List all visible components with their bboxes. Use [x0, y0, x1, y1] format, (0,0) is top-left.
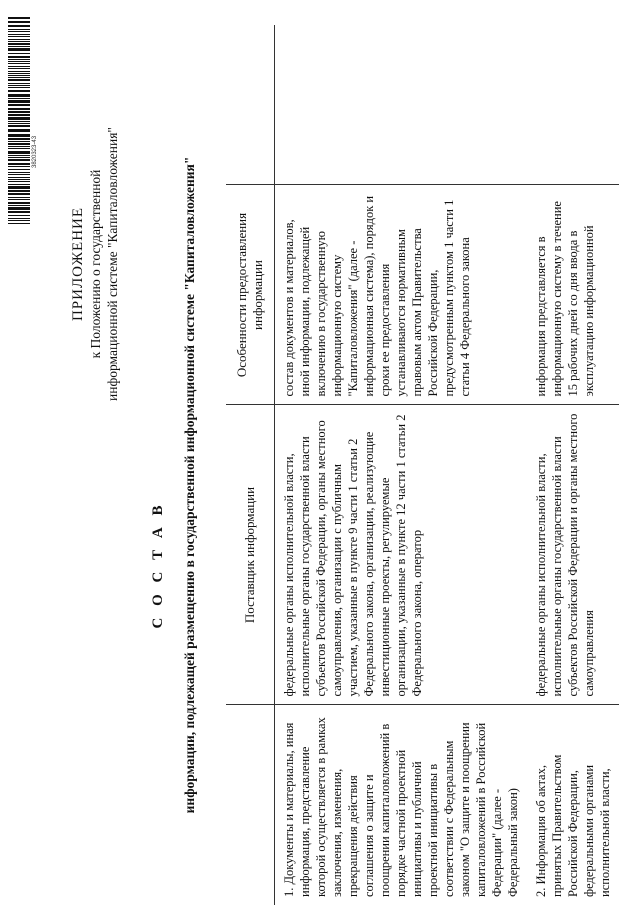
table-row [527, 25, 619, 905]
appendix-heading [70, 64, 121, 464]
column-header-specifics: Особенности предоставления информации [226, 185, 275, 405]
document-subtitle: информации, подлежащей размещению в государственной информационной системе "Капиталовложения" [182, 156, 197, 814]
appendix-line-2: информационной системе "Капиталовложения" [105, 127, 120, 401]
column-header-information [226, 705, 275, 905]
table-header-row [226, 25, 275, 905]
cell-specifics: информация представляется в информационную систему в течение 15 рабочих дней со дня ввода в эксплуатацию информационной [527, 185, 619, 405]
table-row [275, 25, 528, 905]
cell-supplier: федеральные органы исполнительной власти, исполнительные органы государственной власти субъектов Российской Федерации, органы местного самоуправления, организации с публичным участием, указанные в пункте 9 части 1 статьи 2 Федерального закона, организации, реализующие инвестиционные проекты, регулируемые организации, указанные в пункте 12 части 1 статьи 2 Федерального закона, оператор [275, 405, 528, 705]
information-table [226, 25, 619, 905]
column-header-extra [226, 25, 275, 185]
document-title: С О С Т А В [150, 501, 166, 629]
appendix-line-1: к Положению о государственной [88, 169, 103, 359]
cell-information: 2. Информация об актах, принятых Правительством Российской Федерации, федеральными органами исполнительной власти, [534, 754, 612, 897]
barcode [8, 14, 38, 224]
cell-supplier: федеральные органы исполнительной власти, исполнительные органы государственной власти субъектов Российской Федерации и органы местного самоуправления [527, 405, 619, 705]
barcode-icon [8, 14, 30, 224]
cell-extra [275, 25, 528, 185]
barcode-number: 3820323-43 [32, 135, 38, 168]
cell-information: 1. Документы и материалы, иная информация, представление которой осуществляется в рамках заключения, изменения, прекращения действия соглашения о защите и поощрении капиталовложений в порядке частной проектной инициативы и публичной проектной инициативы в соответствии с Федеральным законом "О защите и поощрении капиталовложений в Российской Федерации" (далее - Федеральный закон) [282, 717, 520, 897]
cell-specifics: состав документов и материалов, иной информации, подлежащей включению в государственную информационную систему "Капиталовложения" (далее - информационная система), порядок и сроки ее предоставления устанавливаются нормативным правовым актом Правительства Российской Федерации, предусмотренным пунктом 1 части 1 статьи 4 Федерального закона [275, 185, 528, 405]
appendix-title: ПРИЛОЖЕНИЕ [70, 206, 86, 322]
cell-extra [527, 25, 619, 185]
column-header-supplier: Поставщик информации [226, 405, 275, 705]
